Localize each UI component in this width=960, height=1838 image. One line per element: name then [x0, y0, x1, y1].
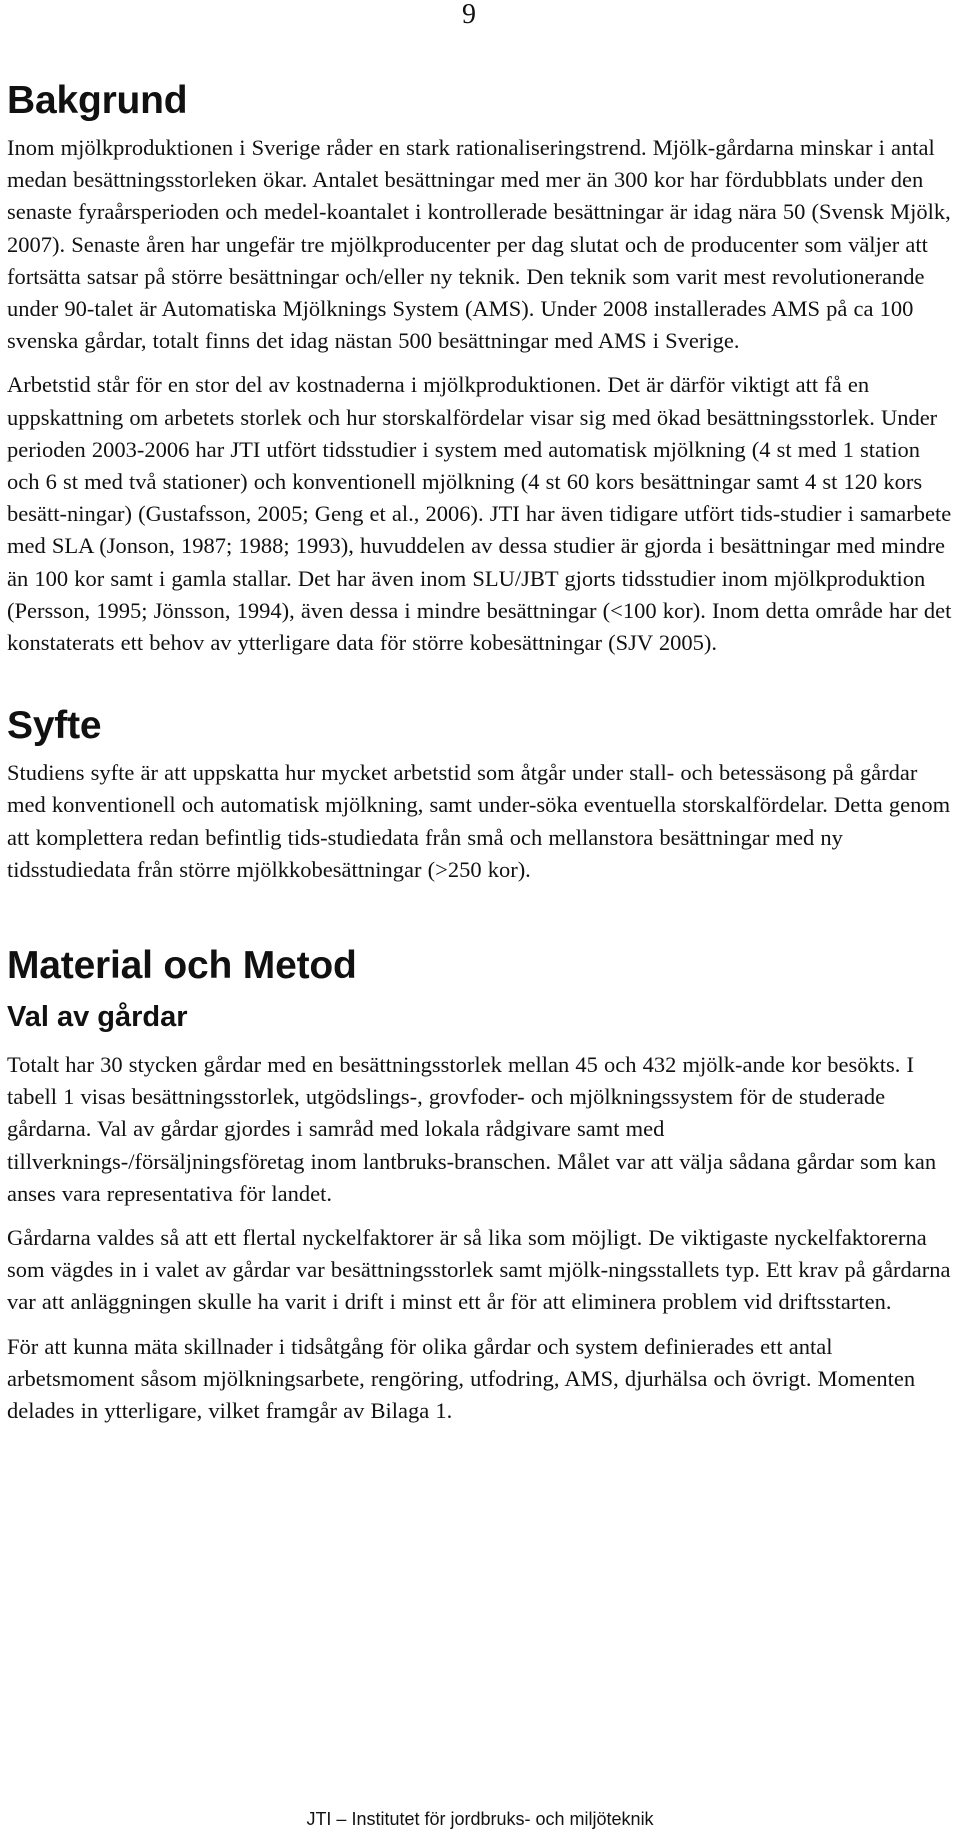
page-footer: JTI – Institutet för jordbruks- och miljöteknik: [306, 1809, 654, 1829]
section-material-och-metod: [7, 941, 955, 1427]
section-bakgrund: [7, 76, 955, 659]
section-syfte: [7, 701, 955, 886]
paragraph-bakgrund-2: Arbetstid står för en stor del av kostnaderna i mjölkproduktionen. Det är därför viktigt att få en uppskattning om arbetets storlek och hur storskalfördelar visar sig med ökad besättningsstorlek. Under perioden 2003-2006 har JTI utfört tidsstudier i system med automatisk mjölkning (4 st med 1 station och 6 st med två stationer) och konventionell mjölkning (4 st 60 kors besättningar samt 4 st 120 kors besätt-ningar) (Gustafsson, 2005; Geng et al., 2006). JTI har även tidigare utfört tids-studier i samarbete med SLA (Jonson, 1987; 1988; 1993), huvuddelen av dessa studier är gjorda i besättningar med mindre än 100 kor samt i gamla stallar. Det har även inom SLU/JBT gjorts tidsstudier inom mjölkproduktion (Persson, 1995; Jönsson, 1994), även dessa i mindre besättningar (<100 kor). Inom detta område har det konstaterats ett behov av ytterligare data för större kobesättningar (SJV 2005).: [7, 372, 952, 656]
paragraph-material-2: Gårdarna valdes så att ett flertal nyckelfaktorer är så lika som möjligt. De viktigaste nyckelfaktorerna som vägdes in i valet av gårdar var besättningsstorlek samt mjölk-ningsstallets typ. Ett krav på gårdarna var att anläggningen skulle ha varit i drift i minst ett år för att eliminera problem vid driftsstarten.: [7, 1225, 951, 1315]
heading-material-och-metod: Material och Metod: [7, 944, 357, 988]
paragraph-bakgrund-1: Inom mjölkproduktionen i Sverige råder en stark rationaliseringstrend. Mjölk-gårdarna minskar i antal medan besättningsstorleken ökar. Antalet besättningar med mer än 300 kor har fördubblats under den senaste fyraårsperioden och medel-koantalet i kontrollerade besättningar är idag nära 50 (Svensk Mjölk, 2007). Senaste åren har ungefär tre mjölkproducenter per dag slutat och de producenter som väljer att fortsätta satsar på större besättningar och/eller ny teknik. Den teknik som varit mest revolutionerande under 90-talet är Automatiska Mjölknings System (AMS). Under 2008 installerades AMS på ca 100 svenska gårdar, totalt finns det idag nästan 500 besättningar med AMS i Sverige.: [7, 135, 951, 354]
subheading-val-av-gardar: Val av gårdar: [7, 1001, 188, 1034]
paragraph-syfte-1: Studiens syfte är att uppskatta hur mycket arbetstid som åtgår under stall- och betessäsong på gårdar med konventionell och automatisk mjölkning, samt under-söka eventuella storskalfördelar. Detta genom att komplettera redan befintlig tids-studiedata från små och mellanstora besättningar med ny tidsstudiedata från större mjölkkobesättningar (>250 kor).: [7, 760, 951, 882]
document-body: [7, 76, 955, 1427]
page-number: 9: [462, 0, 476, 30]
paragraph-material-3: För att kunna mäta skillnader i tidsåtgång för olika gårdar och system definierades ett antal arbetsmoment såsom mjölkningsarbete, rengöring, utfodring, AMS, djurhälsa och övrigt. Momenten delades in ytterligare, vilket framgår av Bilaga 1.: [7, 1333, 916, 1424]
paragraph-material-1: Totalt har 30 stycken gårdar med en besättningsstorlek mellan 45 och 432 mjölk-ande kor besökts. I tabell 1 visas besättningsstorlek, utgödslings-, grovfoder- och mjölkningssystem för de studerade gårdarna. Val av gårdar gjordes i samråd med lokala rådgivare samt med tillverknings-/försäljningsföretag inom lantbruks-branschen. Målet var att välja sådana gårdar som kan anses vara representativa för landet.: [7, 1052, 937, 1206]
heading-bakgrund: Bakgrund: [7, 79, 188, 122]
heading-syfte: Syfte: [7, 704, 102, 748]
